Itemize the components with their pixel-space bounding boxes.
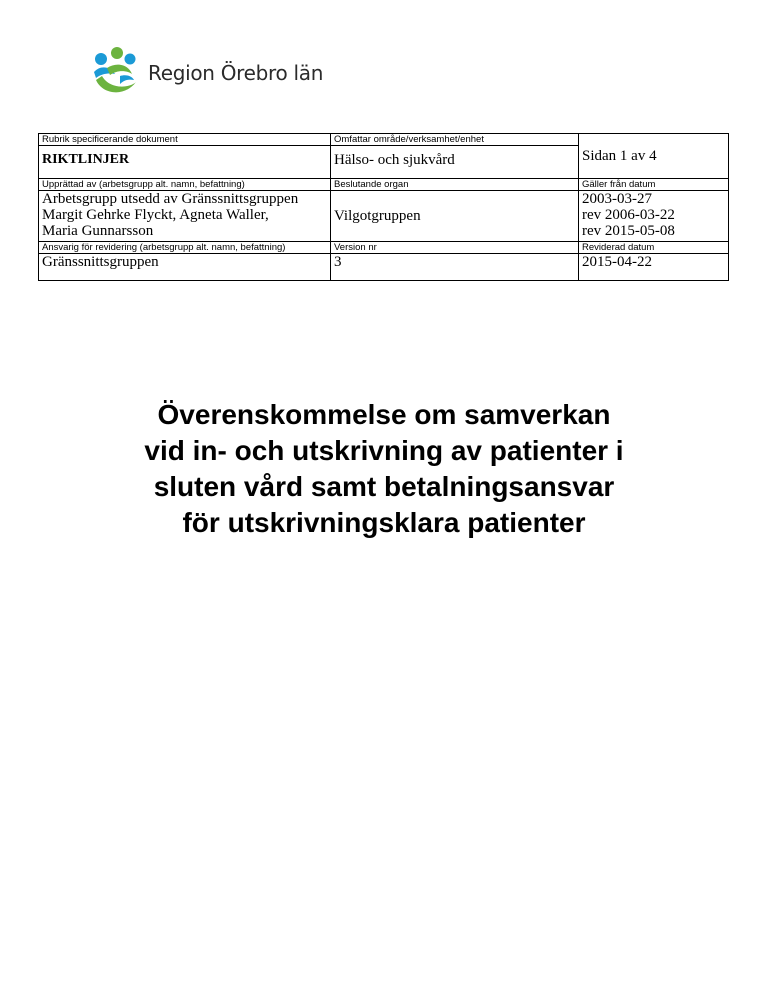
version-value: 3 [334,254,342,270]
decision-body-label-cell [331,179,579,191]
scope-label: Omfattar område/verksamhet/enhet [334,134,484,145]
region-logo-icon [90,46,142,98]
scope-value-cell [331,146,579,179]
valid-from-date: 2003-03-27 [582,191,652,207]
region-logo [90,46,330,98]
decision-body-label: Beslutande organ [334,179,409,190]
revised-date-label-cell [579,242,729,254]
page-count-cell [579,134,729,179]
decision-body-value: Vilgotgruppen [334,208,421,224]
revision-date: rev 2006-03-22 [582,207,675,223]
title-line: vid in- och utskrivning av patienter i [144,435,624,466]
author-value-cell [39,191,331,242]
logo-text: Region Örebro län [148,61,324,85]
revision-date: rev 2015-05-08 [582,223,675,239]
heading-value: RIKTLINJER [42,152,130,167]
title-line: Överenskommelse om samverkan [157,399,611,430]
author-label-cell [39,179,331,191]
scope-label-cell [331,134,579,146]
decision-body-value-cell [331,191,579,242]
author-line: Maria Gunnarsson [42,223,154,239]
author-line: Margit Gehrke Flyckt, Agneta Waller, [42,207,269,223]
version-label-cell [331,242,579,254]
author-label: Upprättad av (arbetsgrupp alt. namn, befattning) [42,179,245,190]
valid-from-value-cell [579,191,729,242]
valid-from-label: Gäller från datum [582,179,656,190]
version-label: Version nr [334,242,377,253]
revision-owner-label-cell [39,242,331,254]
version-value-cell [331,254,579,281]
document-title [110,397,658,541]
revision-owner-label: Ansvarig för revidering (arbetsgrupp alt. namn, befattning) [42,242,286,253]
heading-label-cell [39,134,331,146]
revised-date-value: 2015-04-22 [582,254,652,270]
document-info-table [38,133,729,281]
valid-from-label-cell [579,179,729,191]
revision-owner-value: Gränssnittsgruppen [42,254,159,270]
scope-value: Hälso- och sjukvård [334,152,455,168]
page-count: Sidan 1 av 4 [582,148,657,164]
heading-value-cell [39,146,331,179]
title-line: för utskrivningsklara patienter [182,507,586,538]
title-line: sluten vård samt betalningsansvar [153,471,615,502]
revision-owner-value-cell [39,254,331,281]
author-line: Arbetsgrupp utsedd av Gränssnittsgruppen [42,191,299,207]
revised-date-label: Reviderad datum [582,242,655,253]
heading-label: Rubrik specificerande dokument [42,134,178,145]
revised-date-value-cell [579,254,729,281]
